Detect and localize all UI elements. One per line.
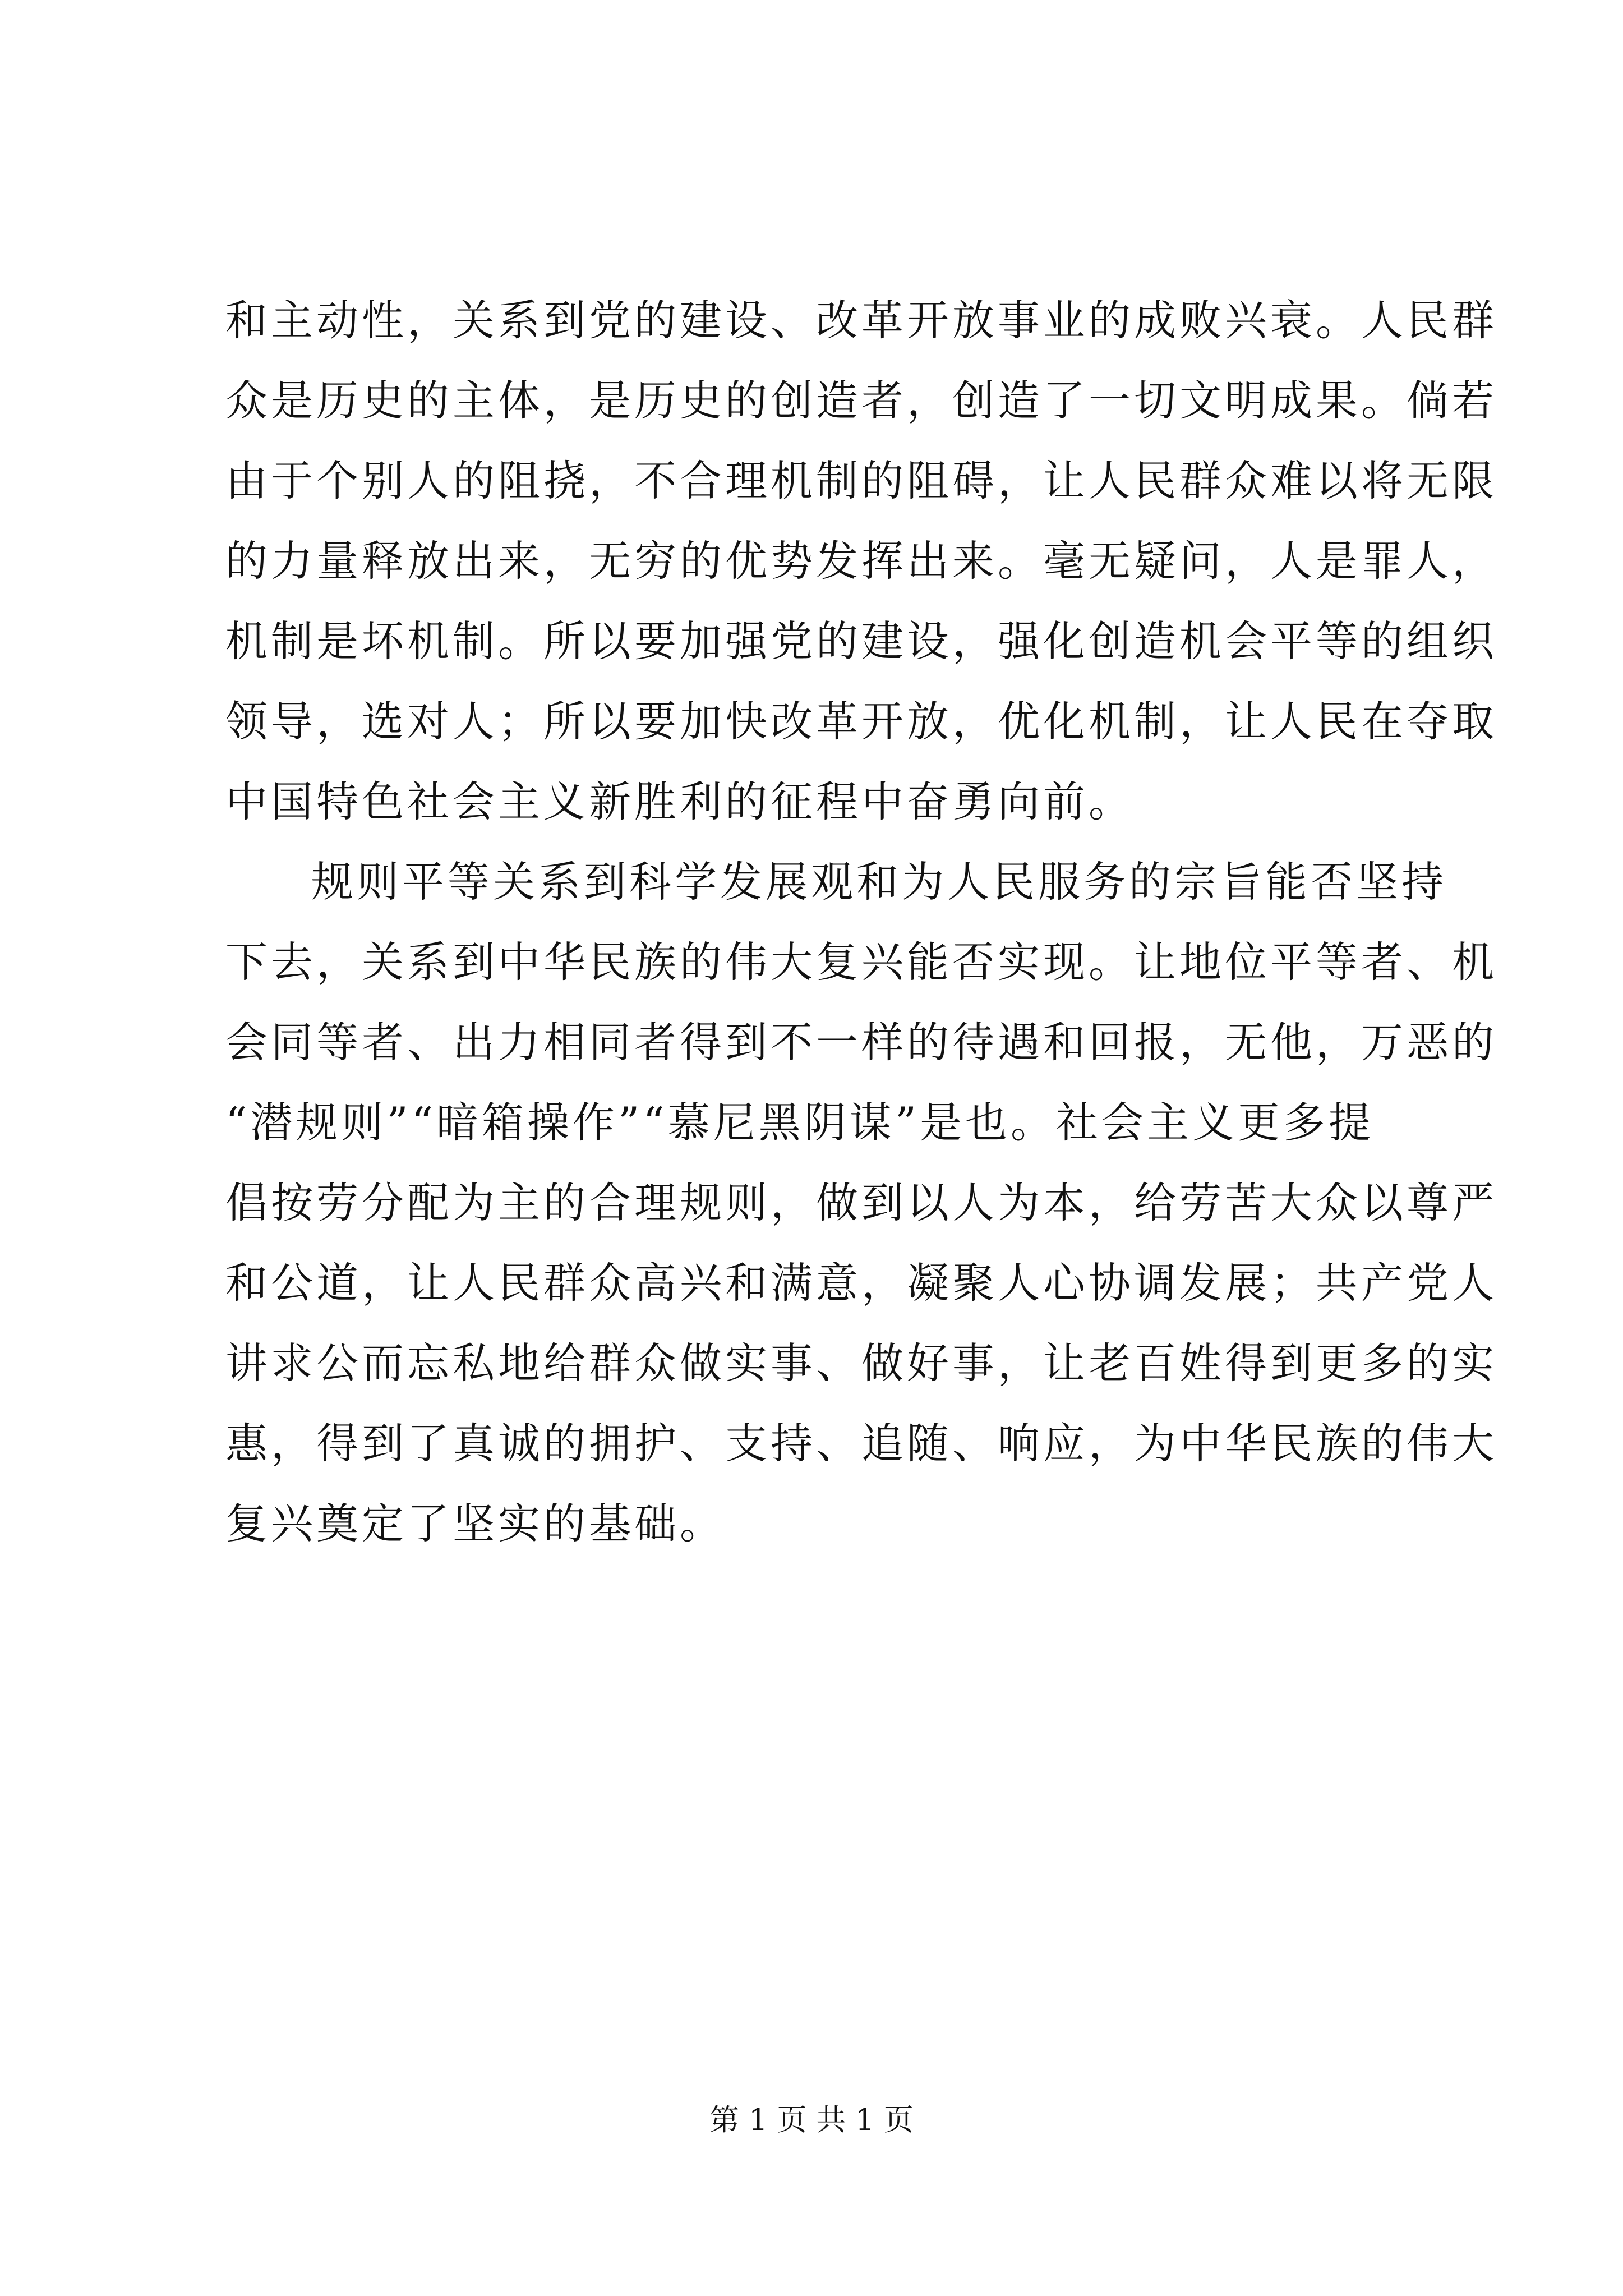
paragraph-2 [225,842,1498,1564]
text-line: 和公道，让人民群众高兴和满意，凝聚人心协调发展；共产党人 [225,1258,1498,1308]
text-line: 领导，选对人；所以要加快改革开放，优化机制，让人民在夺取 [225,697,1498,746]
text-line: 下去，关系到中华民族的伟大复兴能否实现。让地位平等者、机 [225,937,1498,987]
text-line: 会同等者、出力相同者得到不一样的待遇和回报，无他，万恶的 [225,1018,1498,1067]
text-line: 倡按劳分配为主的合理规则，做到以人为本，给劳苦大众以尊严 [225,1178,1498,1227]
text-line: 复兴奠定了坚实的基础。 [225,1499,726,1548]
paragraph-1 [225,280,1498,842]
text-line: 和主动性，关系到党的建设、改革开放事业的成败兴衰。人民群 [225,296,1498,345]
text-line: 中国特色社会主义新胜利的征程中奋勇向前。 [225,777,1135,826]
text-line: 由于个别人的阻挠，不合理机制的阻碍，让人民群众难以将无限 [225,456,1498,505]
page-footer [0,2101,1623,2140]
text-line: 的力量释放出来，无穷的优势发挥出来。毫无疑问，人是罪人， [225,536,1498,586]
text-line: 讲求公而忘私地给群众做实事、做好事，让老百姓得到更多的实 [225,1338,1498,1388]
text-line: 众是历史的主体，是历史的创造者，创造了一切文明成果。倘若 [225,376,1498,425]
text-line: 规则平等关系到科学发展观和为人民服务的宗旨能否坚持 [311,857,1447,907]
document-body [225,280,1498,1564]
text-line: 惠，得到了真诚的拥护、支持、追随、响应，为中华民族的伟大 [225,1419,1498,1468]
text-line: 机制是坏机制。所以要加强党的建设，强化创造机会平等的组织 [225,616,1498,666]
text-line: “潜规则”“暗箱操作”“慕尼黑阴谋”是也。社会主义更多提 [225,1098,1375,1147]
page-number-label: 第 1 页 共 1 页 [709,2103,914,2137]
